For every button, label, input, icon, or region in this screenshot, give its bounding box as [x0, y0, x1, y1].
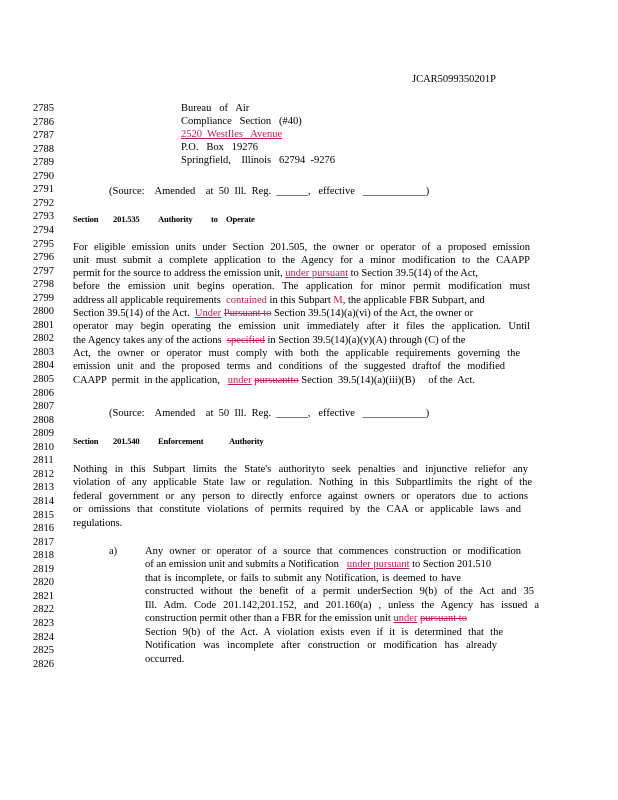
line-number: 2811 [33, 455, 54, 467]
paragraph-line: or omissions that constitute violations of permits required by the CAA or applicable laws and [73, 504, 521, 515]
line-number: 2793 [33, 211, 54, 223]
address-line-5: Springfield, Illinois 62794 -9276 [181, 155, 335, 166]
section-title-word: Authority [229, 436, 264, 446]
subsection-line: constructed without the benefit of a permit underSection 9(b) of the Act and 35 [145, 586, 534, 597]
line-number: 2795 [33, 238, 54, 250]
line-number: 2796 [33, 252, 54, 264]
paragraph-line: For eligible emission units under Section 201.505, the owner or operator of a proposed emission [73, 242, 530, 253]
section-number: 201.540 [113, 436, 140, 446]
line-number: 2800 [33, 306, 54, 318]
line-number: 2820 [33, 577, 54, 589]
subsection-line: construction permit other than a FBR for the emission unit under pursuant to [145, 613, 467, 624]
source-note: (Source: Amended at 50 Ill. Reg. ______, effective ____________) [109, 408, 430, 419]
subsection-line: occurred. [145, 654, 185, 665]
paragraph-line: unit must submit a complete application to the Agency for a minor modification to the CAAPP [73, 255, 530, 266]
line-number: 2789 [33, 157, 54, 169]
line-number: 2808 [33, 414, 54, 426]
paragraph-line: Section 39.5(14) of the Act. Under Pursuant to Section 39.5(14)(a)(vi) of the Act, the owner or [73, 308, 474, 319]
line-number: 2799 [33, 292, 54, 304]
line-number: 2825 [33, 645, 54, 656]
line-number: 2786 [33, 116, 54, 128]
subsection-line: of an emission unit and submits a Notification under pursuant to Section 201.510 [145, 559, 492, 570]
paragraph-line: federal government or any person to directly enforce against owners or operators due to actions [73, 491, 528, 502]
line-number: 2791 [33, 184, 54, 196]
line-number: 2826 [33, 658, 54, 670]
section-title-word: Enforcement [158, 436, 204, 446]
line-number: 2798 [33, 279, 54, 291]
paragraph-line: address all applicable requirements contained in this Subpart M, the applicable FBR Subpart, and [73, 295, 485, 306]
paragraph-line: permit for the source to address the emission unit, under pursuant to Section 39.5(14) of the Act, [73, 268, 479, 279]
address-line-3: 2520 WestIles Avenue [181, 129, 283, 140]
line-number: 2803 [33, 346, 54, 358]
line-number: 2812 [33, 468, 54, 480]
line-number: 2797 [33, 265, 54, 277]
paragraph-line: Nothing in this Subpart limits the State's authorityto seek penalties and injunctive reliefor any [73, 464, 528, 475]
line-number: 2807 [33, 401, 54, 413]
line-number: 2806 [33, 387, 54, 399]
section-number: 201.535 [113, 214, 140, 224]
section-title-word: to [211, 214, 218, 224]
line-number: 2804 [33, 360, 54, 372]
paragraph-line: the Agency takes any of the actions specified in Section 39.5(14)(a)(v)(A) through (C) of the [73, 335, 466, 346]
line-number: 2792 [33, 197, 54, 209]
line-number: 2801 [33, 319, 54, 331]
line-number: 2816 [33, 523, 54, 534]
line-number: 2809 [33, 428, 54, 440]
paragraph-line: before the emission unit begins operation. The application for minor permit modification must [73, 281, 530, 292]
subsection-line: Any owner or operator of a source that commences construction or modification [145, 546, 521, 557]
line-number: 2785 [33, 103, 54, 114]
line-number: 2817 [33, 536, 54, 548]
line-number: 2822 [33, 604, 54, 616]
address-line-2: Compliance Section (#40) [181, 116, 302, 127]
line-number: 2810 [33, 441, 54, 453]
address-line-4: P.O. Box 19276 [181, 142, 259, 153]
line-number: 2821 [33, 590, 54, 602]
source-note: (Source: Amended at 50 Ill. Reg. ______, effective ____________) [109, 186, 430, 197]
subsection-label: a) [109, 546, 118, 557]
document-id: JCAR5099350201P [412, 74, 497, 85]
line-number: 2814 [33, 496, 54, 507]
section-label: Section [73, 214, 99, 224]
line-number: 2815 [33, 509, 54, 521]
line-number: 2813 [33, 482, 54, 494]
line-number: 2818 [33, 550, 54, 562]
subsection-line: Notification was incomplete after construction or modification has already [145, 640, 497, 651]
paragraph-line: emission unit and the proposed terms and conditions of the suggested draftof the modified [73, 361, 505, 372]
line-number: 2790 [33, 170, 54, 182]
line-number: 2802 [33, 333, 54, 345]
paragraph-line: operator may begin operating the emission unit immediately after it files the application. Until [73, 321, 530, 332]
section-title-word: Operate [226, 214, 255, 224]
paragraph-line: Act, the owner or operator must comply with both the applicable requirements governing the [73, 348, 520, 359]
paragraph-line: regulations. [73, 518, 123, 529]
section-title-word: Authority [158, 214, 193, 224]
line-number: 2805 [33, 374, 54, 385]
subsection-line: Section 9(b) of the Act. A violation exists even if it is determined that the [145, 627, 503, 638]
section-label: Section [73, 436, 99, 446]
paragraph-line: violation of any applicable State law or regulation. Nothing in this Subpartlimits the right of the [73, 477, 532, 488]
subsection-line: Ill. Adm. Code 201.142,201.152, and 201.160(a) , unless the Agency has issued a [145, 600, 539, 611]
line-number: 2823 [33, 617, 54, 629]
line-number: 2824 [33, 631, 54, 643]
line-number: 2794 [33, 224, 54, 236]
address-line-1: Bureau of Air [181, 103, 250, 114]
line-number: 2819 [33, 563, 54, 575]
line-number: 2787 [33, 130, 54, 142]
subsection-line: that is incomplete, or fails to submit any Notification, is deemed to have [145, 573, 461, 584]
line-number: 2788 [33, 143, 54, 155]
paragraph-line: CAAPP permit in the application, under pursuantto Section 39.5(14)(a)(iii)(B) of the Act. [73, 375, 476, 386]
